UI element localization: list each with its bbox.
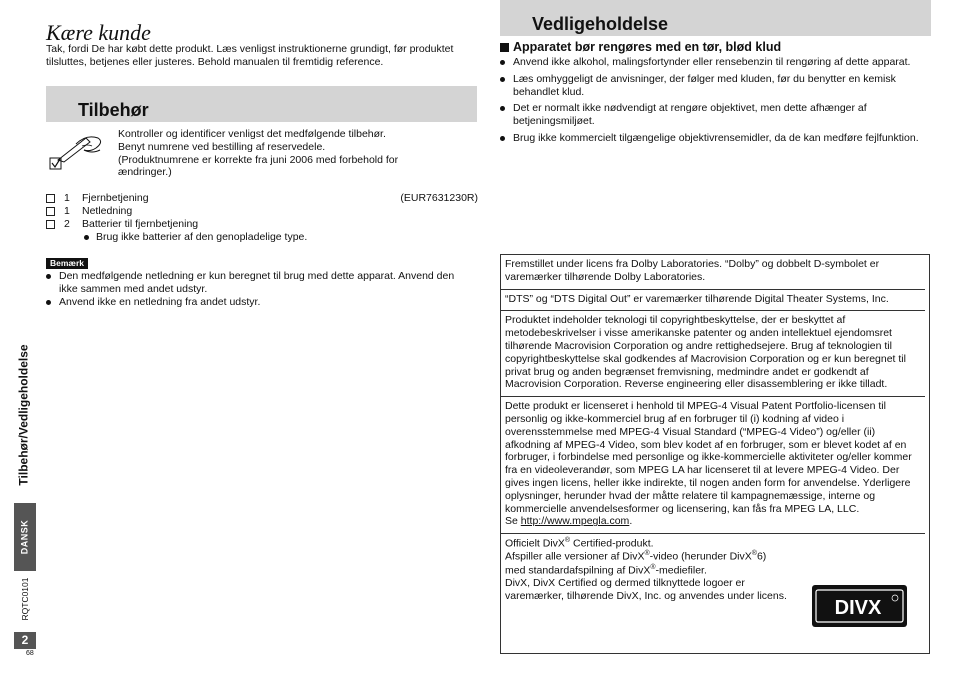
- license-divx: [501, 534, 799, 607]
- maintenance-heading: Vedligeholdelse: [532, 14, 669, 34]
- accessory-name: Netledning: [82, 205, 133, 217]
- battery-note-text: Brug ikke batterier af den genopladelige type.: [96, 231, 308, 243]
- reg-mark: ®: [564, 537, 571, 545]
- list-item: [46, 296, 466, 309]
- section-side-label: [14, 330, 34, 500]
- battery-note: [46, 231, 478, 244]
- page-number-small: 68: [26, 650, 34, 657]
- mpeg4-text: Dette produkt er licenseret i henhold til MPEG-4 Visual Patent Portfolio-licensen til personlig og ikke-kommerciel brug af en forbruger til (i) kodning af video i overensstemmelse med MPEG-4 Visual Standard (“MPEG-4 Video”) og/eller (ii) afkodning af MPEG-4 Video, som blev kodet af en forbruger, som er blevet kodet af en forbruger, i forbindelse med personlige og ikke-kommercielle aktiviteter og/eller kommer fra en videoleverandør, som MPEG LA har licenseret til at levere MPEG-4 Video. Der gives ingen licens, heller ikke indirekte, til nogen anden form for anvendelse. Yderligere oplysninger, herunder hvad der måtte relatere til kampagnemæssige, interne og kommercielle anvendelsesformer og licensering, kan fås fra MPEG LA, LLC.: [505, 400, 912, 515]
- accessory-item: [46, 192, 478, 205]
- remark-text: Den medfølgende netledning er kun beregnet til brug med dette apparat. Anvend den ikke sammen med andet udstyr.: [59, 270, 455, 295]
- checkbox-icon: [46, 220, 55, 229]
- checkbox-icon: [46, 207, 55, 216]
- language-text: DANSK: [19, 519, 30, 555]
- note-line: (Produktnumrene er korrekte fra juni 2006 med forbehold for: [118, 153, 399, 166]
- divx-text: med standardafspilning af DivX: [505, 564, 651, 577]
- accessories-list: [46, 192, 478, 244]
- remark-label: Bemærk: [46, 258, 88, 269]
- note-line: Kontroller og identificer venligst det medfølgende tilbehør.: [118, 128, 386, 140]
- license-dts: “DTS” og “DTS Digital Out” er varemærker tilhørende Digital Theater Systems, Inc.: [501, 290, 925, 312]
- bullet-icon: [46, 300, 51, 305]
- accessory-qty: 1: [64, 205, 70, 217]
- reg-mark: ®: [650, 563, 656, 571]
- divx-line: [505, 550, 795, 563]
- license-mpeg4: [501, 397, 925, 534]
- bullet-icon: [84, 235, 89, 240]
- cleaning-text: Det er normalt ikke nødvendigt at rengøre objektivet, men dette afhænger af betjeningsmiljøet.: [513, 102, 867, 128]
- license-box: [500, 254, 930, 654]
- square-bullet-icon: [500, 43, 509, 52]
- list-item: [500, 56, 930, 69]
- divx-text: 6): [756, 550, 767, 563]
- hand-pen-checkbox-icon: [46, 130, 106, 174]
- doc-code: [14, 572, 36, 626]
- list-item: [500, 73, 930, 99]
- cleaning-title-text: Apparatet bør rengøres med en tør, blød klud: [513, 40, 782, 54]
- page-number: 2: [14, 632, 36, 649]
- intro-text: Tak, fordi De har købt dette produkt. Læs venligst instruktionerne grundigt, før produktet tilsluttes, betjenes eller justeres. Behold manualen til fremtidig reference.: [46, 43, 454, 68]
- see-prefix: Se: [505, 515, 521, 528]
- note-line: ændringer.): [118, 166, 172, 179]
- cleaning-text: Læs omhyggeligt de anvisninger, der følger med kluden, før du benytter en kemisk behandlet klud.: [513, 72, 896, 98]
- bullet-icon: [500, 106, 505, 111]
- accessory-code: (EUR7631230R): [400, 192, 478, 204]
- list-item: [500, 102, 930, 128]
- reg-mark: ®: [644, 550, 650, 558]
- divx-text: Officielt DivX: [505, 537, 565, 550]
- divx-line: DivX, DivX Certified og dermed tilknyttede logoer er varemærker, tilhørende DivX, Inc. og anvendes under licens.: [505, 577, 787, 602]
- accessory-qty: 1: [64, 192, 70, 204]
- cleaning-text: Brug ikke kommercielt tilgængelige objektivrensemidler, da de kan medføre fejlfunktion.: [513, 131, 919, 144]
- divx-text: -video (herunder DivX: [649, 550, 752, 563]
- accessory-name: Fjernbetjening: [82, 192, 149, 204]
- cleaning-list: [500, 56, 930, 145]
- page-title: Kære kunde: [46, 20, 151, 45]
- accessories-note: [118, 128, 448, 179]
- doc-code-text: RQTC0101: [19, 577, 30, 621]
- bullet-icon: [500, 136, 505, 141]
- remarks-list: [46, 270, 466, 308]
- divx-text: -mediefiler.: [655, 564, 707, 577]
- divx-line: [505, 564, 795, 577]
- license-dolby: Fremstillet under licens fra Dolby Laboratories. “Dolby” og dobbelt D-symbolet er varemærker tilhørende Dolby Laboratories.: [501, 255, 925, 290]
- divx-logo: [812, 585, 907, 627]
- cleaning-text: Anvend ikke alkohol, malingsfortynder eller rensebenzin til rengøring af dette apparat.: [513, 56, 911, 68]
- bullet-icon: [500, 77, 505, 82]
- divx-text: Certified-produkt.: [570, 537, 654, 550]
- divx-text: Afspiller alle versioner af DivX: [505, 550, 645, 563]
- bullet-icon: [500, 60, 505, 65]
- accessories-heading: Tilbehør: [78, 100, 149, 120]
- section-side-text: Tilbehør/Vedligeholdelse: [16, 344, 31, 486]
- list-item: [46, 270, 466, 296]
- mpegla-link[interactable]: http://www.mpegla.com: [520, 515, 630, 528]
- accessory-item: [46, 205, 478, 218]
- list-item: [500, 132, 930, 145]
- accessory-item: [46, 218, 478, 231]
- divx-line: [505, 537, 795, 550]
- bullet-icon: [46, 274, 51, 279]
- license-macrovision: Produktet indeholder teknologi til copyrightbeskyttelse, der er beskyttet af metodebeskrivelser i visse amerikanske patenter og anden intellektuel ejendomsret tilhørende Macrovision Corporation og andre rettighedsejere. Brug af teknologien til copyrightbeskyttelse skal godkendes af Macrovision Corporation og er kun beregnet til privat brug og anden begrænset fremvisning, medmindre andet er godkendt af Macrovision Corporation. Reverse engineering eller disassemblering er ikke tilladt.: [501, 311, 925, 397]
- note-line: Benyt numrene ved bestilling af reservedele.: [118, 140, 326, 153]
- accessories-heading-bar: [46, 86, 477, 122]
- cleaning-title: [500, 40, 781, 55]
- accessory-qty: 2: [64, 218, 70, 230]
- divx-logo-icon: [812, 585, 907, 627]
- accessory-name: Batterier til fjernbetjening: [82, 218, 199, 230]
- divx-logo-text: DIVX: [834, 597, 882, 619]
- maintenance-heading-bar: [500, 0, 931, 36]
- language-tab: [14, 503, 36, 571]
- see-suffix: .: [629, 515, 633, 528]
- remark-text: Anvend ikke en netledning fra andet udstyr.: [59, 295, 261, 308]
- reg-mark: ®: [751, 550, 757, 558]
- checkbox-icon: [46, 194, 55, 203]
